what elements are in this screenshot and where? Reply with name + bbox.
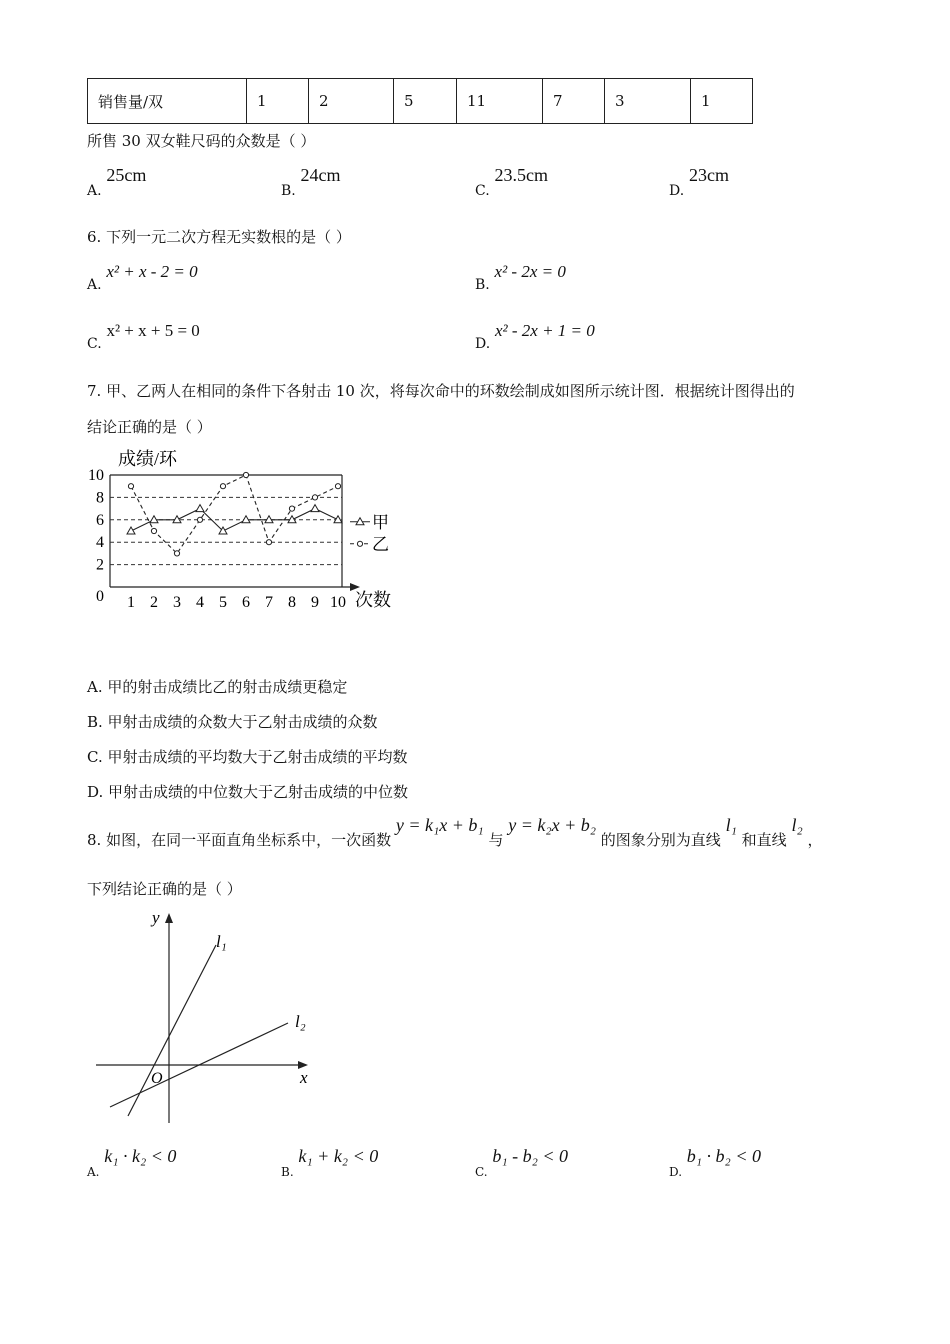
data-point-yi	[174, 551, 179, 556]
option-text: b₁ - b₂ < 0	[492, 1146, 569, 1166]
q8-func1: y = k₁x + b₁	[395, 815, 484, 835]
data-point-yi	[266, 540, 271, 545]
q6-option-b	[475, 262, 566, 293]
data-point-yi	[197, 517, 202, 522]
sales-table	[87, 78, 753, 124]
q8-connector2: 和直线	[741, 831, 787, 849]
q8-stem-mid: 的图象分别为直线	[600, 831, 721, 849]
q5-stem: 所售 30 双女鞋尺码的众数是（ ）	[87, 132, 316, 150]
q6-stem: 6. 下列一元二次方程无实数根的是（ ）	[87, 228, 351, 246]
data-point-yi	[289, 506, 294, 511]
q7-option-a: A. 甲的射击成绩比乙的射击成绩更稳定	[87, 678, 348, 696]
table-cell: 5	[394, 79, 457, 124]
table-cell: 7	[543, 79, 605, 124]
option-text: 25cm	[106, 165, 147, 185]
q7-stem-line2: 结论正确的是（ ）	[87, 418, 212, 436]
y-axis-label: 成绩/环	[118, 449, 178, 469]
option-text: 23.5cm	[494, 165, 548, 185]
option-text: x² - 2x + 1 = 0	[494, 321, 595, 340]
option-text: k₁ · k₂ < 0	[104, 1146, 177, 1166]
q7-stem-line1: 7. 甲、乙两人在相同的条件下各射击 10 次，将每次命中的环数绘制成如图所示统计图．根据统计图得出的	[87, 382, 795, 400]
line-l1	[128, 945, 216, 1116]
data-point-jia	[196, 505, 204, 512]
y-tick-label: 4	[96, 534, 104, 552]
option-text: 23cm	[688, 165, 729, 185]
x-tick-label: 5	[219, 594, 227, 611]
x-axis-label: 次数	[355, 590, 391, 610]
option-letter: D.	[669, 1165, 683, 1179]
q8-option-c	[475, 1146, 569, 1179]
data-point-jia	[127, 527, 135, 534]
q8-stem-prefix: 8. 如图，在同一平面直角坐标系中，一次函数	[87, 831, 392, 849]
x-tick-label: 2	[150, 594, 158, 611]
option-text: b₁ · b₂ < 0	[686, 1146, 761, 1166]
legend-label: 甲	[372, 512, 389, 532]
q8-connector: 与	[488, 831, 504, 849]
y-tick-label: 10	[88, 467, 104, 484]
data-point-yi	[312, 495, 317, 500]
q7-option-b: B. 甲射击成绩的众数大于乙射击成绩的众数	[87, 713, 378, 731]
data-point-yi	[220, 484, 225, 489]
q8-func2: y = k₂x + b₂	[508, 815, 597, 835]
q6-option-a	[87, 262, 198, 293]
table-cell: 3	[605, 79, 691, 124]
l1-label: l₁	[216, 932, 227, 951]
x-tick-label: 1	[127, 594, 135, 611]
option-letter: B.	[281, 1165, 294, 1179]
q6-option-d	[475, 321, 595, 352]
table-cell: 1	[691, 79, 753, 124]
q6-option-c	[87, 321, 200, 352]
x-label: x	[300, 1068, 308, 1087]
q7-option-d: D. 甲射击成绩的中位数大于乙射击成绩的中位数	[87, 783, 409, 801]
option-letter: C.	[475, 183, 490, 199]
q8-option-d	[669, 1146, 761, 1179]
x-tick-label: 8	[288, 594, 296, 611]
option-text: k₁ + k₂ < 0	[298, 1146, 379, 1166]
x-tick-label: 4	[196, 594, 204, 611]
q8-line1: l₁	[725, 815, 737, 835]
table-cell: 1	[247, 79, 309, 124]
option-letter: B.	[281, 183, 296, 199]
q7-option-c: C. 甲射击成绩的平均数大于乙射击成绩的平均数	[87, 748, 408, 766]
option-text: 24cm	[300, 165, 341, 185]
l2-label: l₂	[295, 1012, 306, 1031]
table-cell: 2	[309, 79, 394, 124]
y-axis-arrow-icon	[165, 913, 173, 923]
x-tick-label: 6	[242, 594, 250, 611]
data-point-jia	[334, 516, 342, 523]
x-tick-label: 7	[265, 594, 273, 611]
table-header-cell: 销售量/双	[88, 79, 247, 124]
option-letter: D.	[475, 336, 491, 352]
x-tick-label: 3	[173, 594, 181, 611]
option-letter: A.	[87, 183, 102, 199]
shooting-score-chart	[80, 445, 410, 615]
data-point-yi	[151, 528, 156, 533]
q5-option-b	[281, 165, 341, 199]
option-text: x² + x - 2 = 0	[106, 262, 198, 281]
q8-option-a	[87, 1146, 177, 1179]
table-cell: 11	[457, 79, 543, 124]
option-letter: A.	[87, 277, 102, 293]
data-point-jia	[311, 505, 319, 512]
q5-option-d	[669, 165, 729, 199]
q8-stem-end: ，	[807, 831, 823, 849]
data-point-yi	[243, 472, 248, 477]
q8-stem-line2: 下列结论正确的是（ ）	[87, 880, 242, 898]
q8-line2: l₂	[791, 815, 803, 835]
q8-stem-line1	[87, 815, 823, 855]
option-letter: A.	[87, 1165, 100, 1179]
table-row	[88, 79, 753, 124]
option-letter: D.	[669, 183, 685, 199]
y-tick-label: 2	[96, 556, 104, 574]
q8-option-b	[281, 1146, 379, 1179]
legend-triangle-icon	[356, 518, 364, 525]
data-point-yi	[335, 484, 340, 489]
option-text: x² - 2x = 0	[494, 262, 566, 281]
x-tick-label: 9	[311, 594, 319, 611]
option-letter: C.	[475, 1165, 488, 1179]
y-tick-label: 6	[96, 511, 104, 529]
option-text: x² + x + 5 = 0	[106, 321, 200, 340]
legend-circle-icon	[357, 541, 362, 546]
q5-option-a	[87, 165, 147, 199]
x-tick-label: 10	[330, 594, 346, 611]
y-label: y	[152, 908, 160, 927]
option-letter: B.	[475, 277, 490, 293]
y-tick-label: 0	[96, 588, 104, 605]
series-yi-line	[131, 475, 338, 553]
origin-label: O	[151, 1070, 163, 1087]
y-tick-label: 8	[96, 489, 104, 507]
linear-function-graph	[88, 905, 328, 1135]
legend-label: 乙	[372, 534, 389, 554]
option-letter: C.	[87, 336, 102, 352]
data-point-yi	[128, 484, 133, 489]
q5-option-c	[475, 165, 548, 199]
